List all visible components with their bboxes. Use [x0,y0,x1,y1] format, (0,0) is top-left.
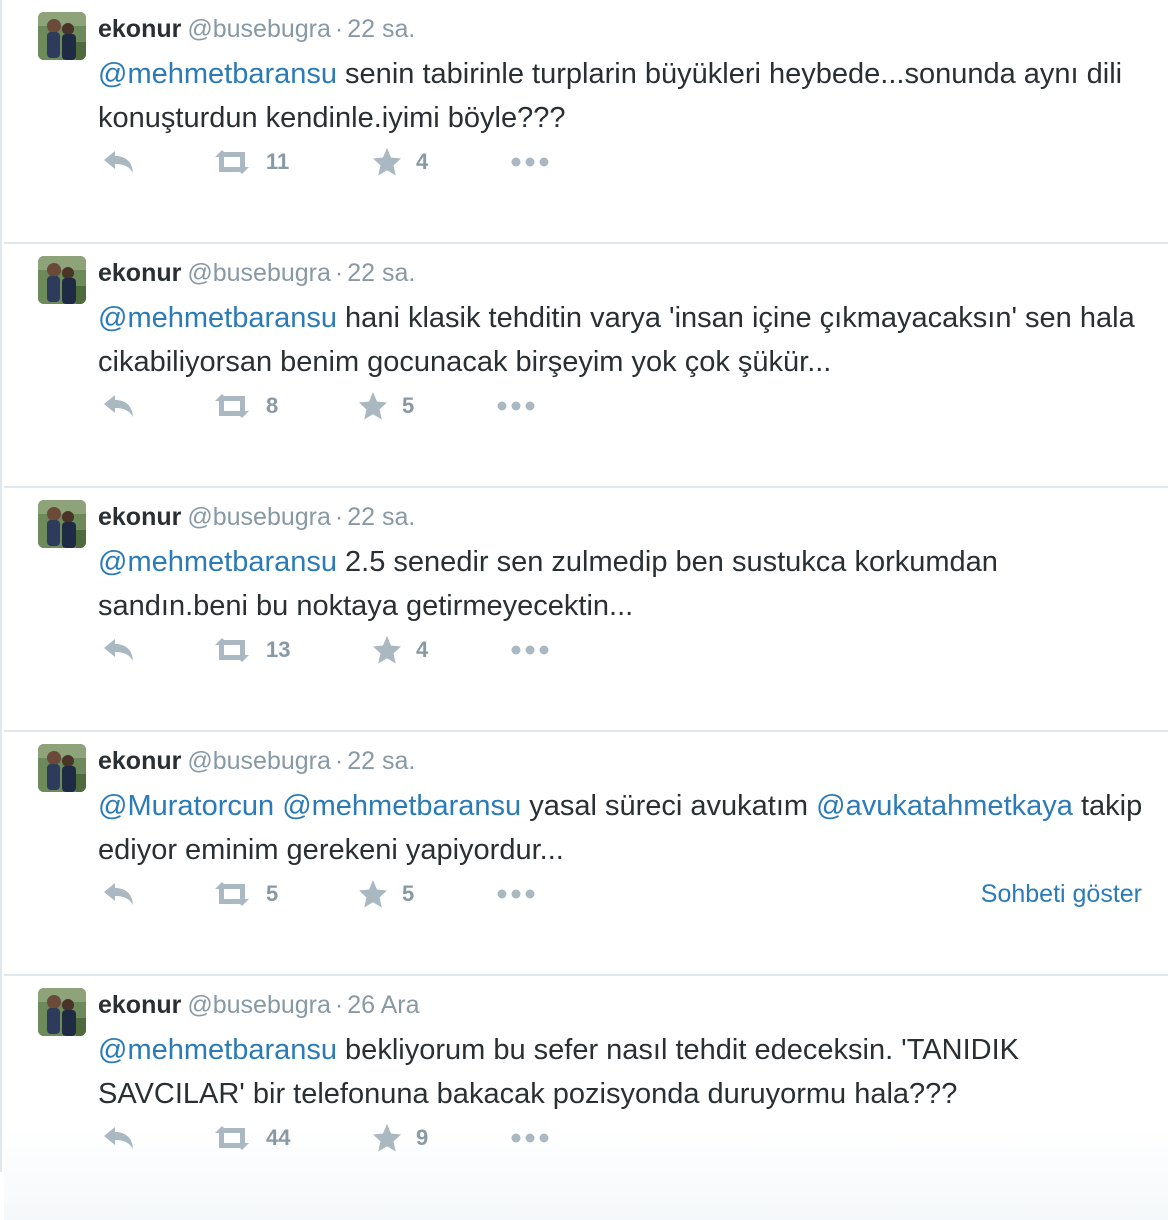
tweet[interactable] [4,488,1168,732]
retweet-count: 8 [266,393,279,418]
more-button[interactable] [510,1118,550,1158]
tweet[interactable] [4,732,1168,976]
more-dots-icon [510,644,550,656]
avatar[interactable] [38,12,86,60]
tweet-text-segment: senin tabirinle turplarin büyükleri heybede...sonunda aynı dili konuşturdun kendinle.iyimi böyle??? [98,58,1123,134]
tweet-text [98,296,1148,384]
more-button[interactable] [510,630,550,670]
favorite-count: 5 [402,393,415,418]
tweet-actions [98,1118,1158,1158]
tweet-actions [98,874,1158,914]
tweet-timestamp[interactable]: 22 sa. [347,15,416,43]
tweet-fullname[interactable]: ekonur [98,991,182,1019]
retweet-button[interactable] [212,630,290,670]
reply-icon [102,880,136,908]
more-dots-icon [510,156,550,168]
more-button[interactable] [510,142,550,182]
tweet-fullname[interactable]: ekonur [98,15,182,43]
retweet-icon [212,392,252,420]
more-button[interactable] [496,874,536,914]
retweet-count: 44 [266,1125,291,1150]
favorite-button[interactable] [358,386,414,426]
reply-icon [102,148,136,176]
tweet-text-segment: 2.5 senedir sen zulmedip ben sustukca korkumdan sandın.beni bu noktaya getirmeyecektin... [98,546,998,622]
favorite-button[interactable] [372,630,428,670]
star-icon [358,879,388,909]
retweet-button[interactable] [212,874,278,914]
star-icon [372,635,402,665]
avatar[interactable] [38,256,86,304]
tweet-timestamp[interactable]: 22 sa. [347,503,416,531]
tweet-header [98,744,415,778]
tweet-text-segment: bekliyorum bu sefer nasıl tehdit edeceksin. 'TANIDIK SAVCILAR' bir telefonuna bakacak pozisyonda duruyormu hala??? [98,1034,1019,1110]
tweet-username[interactable]: @busebugra [187,503,331,531]
retweet-button[interactable] [212,142,289,182]
mention-link[interactable]: @mehmetbaransu [98,302,337,334]
tweet-username[interactable]: @busebugra [187,991,331,1019]
tweet-username[interactable]: @busebugra [187,259,331,287]
avatar[interactable] [38,988,86,1036]
tweet-actions [98,630,1158,670]
tweet-timestamp[interactable]: 26 Ara [347,991,420,1019]
tweet-text [98,540,1148,628]
tweet[interactable] [4,976,1168,1220]
mention-link[interactable]: @avukatahmetkaya [816,790,1073,822]
more-dots-icon [496,888,536,900]
tweet-header [98,500,415,534]
tweet-timestamp[interactable]: 22 sa. [347,259,416,287]
reply-icon [102,392,136,420]
mention-link[interactable]: @mehmetbaransu [98,1034,337,1066]
favorite-count: 5 [402,881,415,906]
star-icon [358,391,388,421]
tweet-username[interactable]: @busebugra [187,747,331,775]
retweet-icon [212,636,252,664]
more-dots-icon [496,400,536,412]
tweet-separator: · [334,747,344,775]
tweet-text [98,784,1148,872]
retweet-count: 11 [266,149,290,174]
retweet-icon [212,1124,252,1152]
tweet-separator: · [334,991,344,1019]
more-dots-icon [510,1132,550,1144]
reply-button[interactable] [102,874,136,914]
tweet[interactable] [4,0,1168,244]
tweet-header [98,256,415,290]
tweet-username[interactable]: @busebugra [187,15,331,43]
tweet-fullname[interactable]: ekonur [98,259,182,287]
tweet-text-segment: hani klasik tehditin varya 'insan içine çıkmayacaksın' sen hala cikabiliyorsan benim gocunacak birşeyim yok çok şükür... [98,302,1135,378]
tweet-fullname[interactable]: ekonur [98,503,182,531]
favorite-button[interactable] [372,1118,428,1158]
favorite-count: 4 [416,149,429,174]
tweet-actions [98,386,1158,426]
avatar[interactable] [38,500,86,548]
mention-link[interactable]: @mehmetbaransu [282,790,522,822]
retweet-button[interactable] [212,386,278,426]
tweet-text [98,1028,1148,1116]
mention-link[interactable]: @mehmetbaransu [98,58,337,90]
retweet-icon [212,880,252,908]
star-icon [372,1123,402,1153]
tweet-text [98,52,1148,140]
reply-button[interactable] [102,630,136,670]
tweet-separator: · [334,15,344,43]
tweet-text-segment: yasal süreci avukatım [521,790,817,822]
tweet[interactable] [4,244,1168,488]
tweet-timestamp[interactable]: 22 sa. [347,747,416,775]
tweet-text-segment: takip ediyor eminim gerekeni yapiyordur... [98,790,1143,866]
tweet-separator: · [334,259,344,287]
reply-button[interactable] [102,142,136,182]
mention-link[interactable]: @Muratorcun [98,790,275,822]
mention-link[interactable]: @mehmetbaransu [98,546,337,578]
tweet-fullname[interactable]: ekonur [98,747,182,775]
favorite-button[interactable] [372,142,428,182]
favorite-count: 9 [416,1125,429,1150]
reply-button[interactable] [102,386,136,426]
more-button[interactable] [496,386,536,426]
tweet-text-segment [274,790,282,822]
avatar[interactable] [38,744,86,792]
favorite-button[interactable] [358,874,414,914]
reply-icon [102,636,136,664]
tweet-separator: · [334,503,344,531]
tweet-actions [98,142,1158,182]
reply-button[interactable] [102,1118,136,1158]
favorite-count: 4 [416,637,429,662]
tweet-header [98,12,415,46]
retweet-count: 5 [266,881,279,906]
retweet-count: 13 [266,637,291,662]
retweet-button[interactable] [212,1118,290,1158]
show-conversation-link[interactable]: Sohbeti göster [980,880,1142,908]
reply-icon [102,1124,136,1152]
retweet-icon [212,148,252,176]
tweet-header [98,988,420,1022]
star-icon [372,147,402,177]
